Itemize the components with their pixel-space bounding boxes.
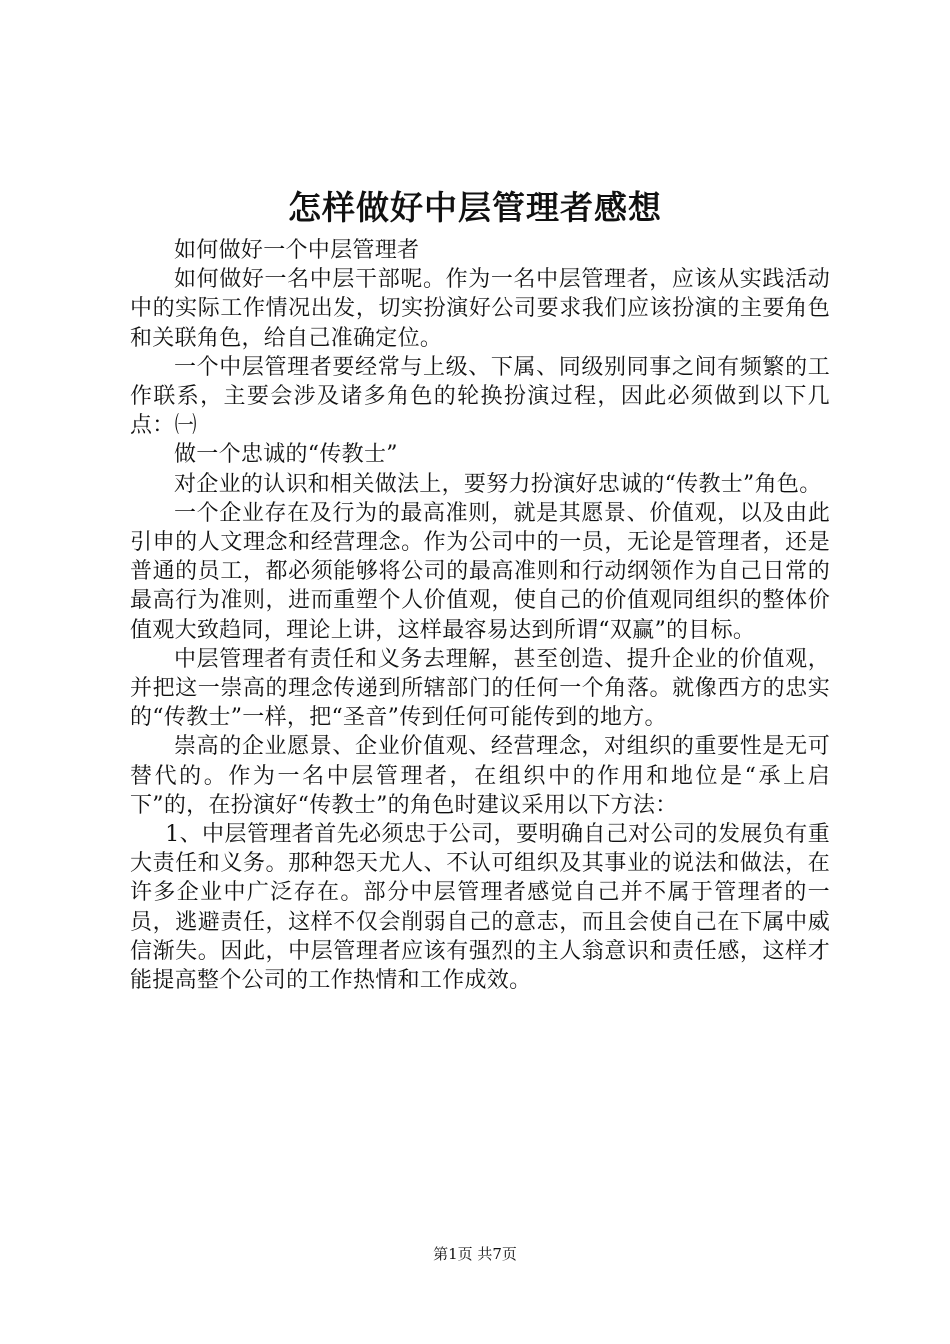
document-body [130,236,830,995]
paragraph-roles: 一个中层管理者要经常与上级、下属、同级别同事之间有频繁的工作联系，主要会涉及诸多角色的轮换扮演过程，因此必须做到以下几点：㈠ [130,354,830,439]
paragraph-responsibility: 中层管理者有责任和义务去理解，甚至创造、提升企业的价值观，并把这一崇高的理念传递到所辖部门的任何一个角落。就像西方的忠实的“传教士”一样，把“圣音”传到任何可能传到的地方。 [130,646,830,731]
paragraph-missionary-role: 对企业的认识和相关做法上，要努力扮演好忠诚的“传教士”角色。 [174,471,822,497]
page-number-footer: 第1页 共7页 [433,1245,517,1263]
paragraph-intro: 如何做好一名中层干部呢。作为一名中层管理者，应该从实践活动中的实际工作情况出发，切实扮演好公司要求我们应该扮演的主要角色和关联角色，给自己准确定位。 [130,267,830,351]
paragraph-subheading: 做一个忠诚的“传教士” [174,442,398,468]
paragraph-values: 一个企业存在及行为的最高准则，就是其愿景、价值观，以及由此引申的人文理念和经营理念。作为公司中的一员，无论是管理者，还是普通的员工，都必须能够将公司的最高准则和行动纲领作为自己日常的最高行为准则，进而重塑个人价值观，使自己的价值观同组织的整体价值观大致趋同，理论上讲，这样最容易达到所谓“双赢”的目标。 [130,500,830,643]
paragraph-methods: 崇高的企业愿景、企业价值观、经营理念，对组织的重要性是无可替代的。作为一名中层管理者，在组织中的作用和地位是“承上启下”的，在扮演好“传教士”的角色时建议采用以下方法： [130,734,830,818]
document-title: 怎样做好中层管理者感想 [288,188,662,227]
paragraph-heading: 如何做好一个中层管理者 [174,238,420,263]
paragraph-point-1: 1、中层管理者首先必须忠于公司，要明确自己对公司的发展负有重大责任和义务。那种怨天尤人、不认可组织及其事业的说法和做法，在许多企业中广泛存在。部分中层管理者感觉自己并不属于管理者的一员，逃避责任，这样不仅会削弱自己的意志，而且会使自己在下属中威信渐失。因此，中层管理者应该有强烈的主人翁意识和责任感，这样才能提高整个公司的工作热情和工作成效。 [130,822,830,994]
